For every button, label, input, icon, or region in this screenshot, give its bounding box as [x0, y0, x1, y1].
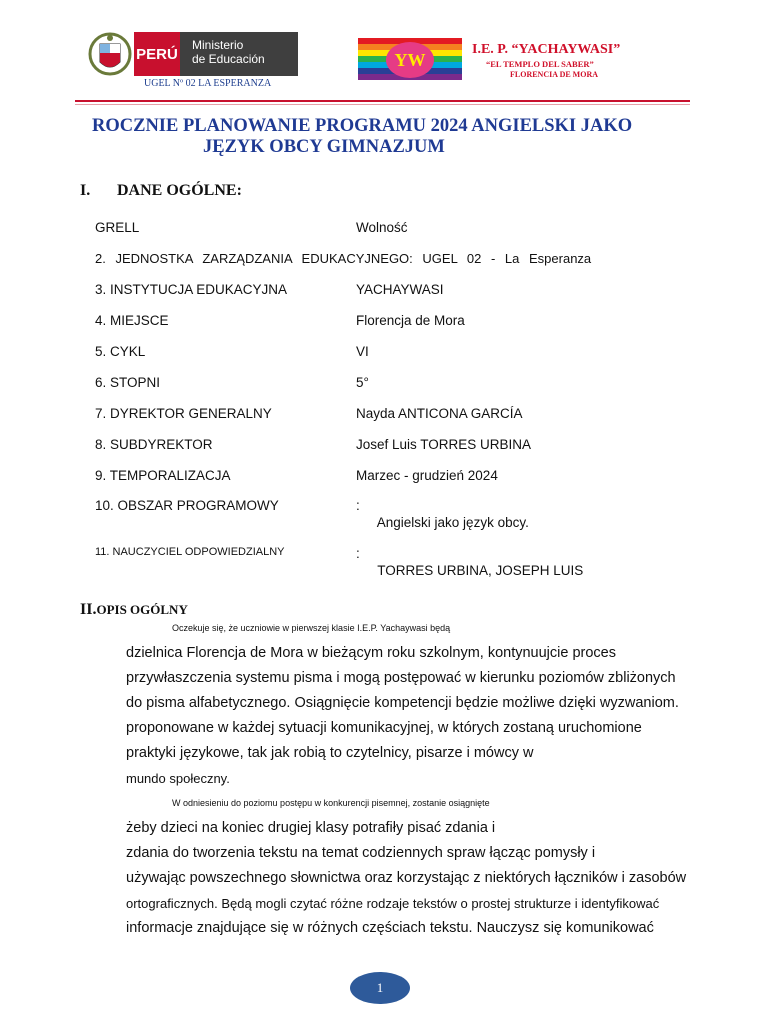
ministry-line2: de Educación [192, 52, 265, 66]
document-title-line2: JĘZYK OBCY GIMNAZJUM [203, 137, 445, 157]
row-cycle-value: VI [356, 344, 369, 359]
ugel-label: UGEL Nº 02 LA ESPERANZA [144, 78, 272, 89]
row-teacher-label: 11. NAUCZYCIEL ODPOWIEDZIALNY [95, 546, 285, 558]
section1-heading: DANE OGÓLNE: [117, 182, 242, 199]
section2-paragraph [126, 616, 726, 941]
school-name: I.E. P. “YACHAYWASI” [472, 42, 621, 57]
row-timing-label: 9. TEMPORALIZACJA [95, 468, 231, 483]
para-line: do pisma alfabetycznego. Osiągnięcie kompetencji będzie możliwe dzięki wyzwaniom. [126, 695, 679, 711]
para-line: praktyki językowe, tak jak robią to czytelnicy, pisarze i mówcy w [126, 745, 534, 761]
row-place-value: Florencja de Mora [356, 313, 465, 328]
school-emblem: YW [386, 42, 434, 78]
para-line: proponowane w każdej sytuacji komunikacyjnej, w których zostaną uruchomione [126, 720, 642, 736]
para-line: żeby dzieci na koniec drugiej klasy potrafiły pisać zdania i [126, 820, 496, 836]
row-ugel-label: 2. JEDNOSTKA ZARZĄDZANIA EDUKACYJNEGO: UGEL 02 - La Esperanza [95, 251, 592, 266]
row-area-sub-text: Angielski jako język obcy. [376, 515, 529, 530]
section2-number: II. [80, 601, 97, 618]
header-divider [75, 100, 690, 102]
row-grell-value: Wolność [356, 220, 408, 235]
row-director-value: Nayda ANTICONA GARCÍA [356, 406, 523, 421]
document-title-line1: ROCZNIE PLANOWANIE PROGRAMU 2024 ANGIELSKI JAKO [92, 116, 633, 136]
para-line: używając powszechnego słownictwa oraz korzystając z niektórych łączników i zasobów [126, 870, 687, 886]
school-logo [358, 36, 688, 84]
row-area-label: 10. OBSZAR PROGRAMOWY [95, 498, 279, 513]
row-cycle-label: 5. CYKL [95, 344, 146, 359]
row-timing-value: Marzec - grudzień 2024 [356, 468, 498, 483]
row-grade-value: 5° [356, 375, 369, 390]
row-subdirector-label: 8. SUBDYREKTOR [95, 437, 213, 452]
para-line: mundo społeczny. [126, 771, 230, 786]
peru-label: PERÚ [134, 32, 180, 76]
para-line: Oczekuje się, że uczniowie w pierwszej klasie I.E.P. Yachaywasi będą [172, 623, 451, 633]
para-line: ortograficznych. Będą mogli czytać różne rodzaje tekstów o prostej strukturze i identyfikować [126, 896, 660, 911]
section2-heading: OPIS OGÓLNY [96, 602, 188, 617]
page-number: 1 [350, 972, 410, 1004]
row-area-sub [370, 515, 529, 530]
para-line: zdania do tworzenia tekstu na temat codziennych spraw łącząc pomysły i [126, 845, 596, 861]
row-area-colon: : [356, 498, 360, 513]
row-teacher-sub-text: TORRES URBINA, JOSEPH LUIS [377, 563, 584, 578]
row-grell-label: GRELL [95, 220, 140, 235]
row-place-label: 4. MIEJSCE [95, 313, 169, 328]
header-divider-shadow [75, 104, 690, 105]
row-teacher-colon: : [356, 546, 360, 561]
peru-coat-of-arms-icon [88, 32, 132, 84]
row-institution-value: YACHAYWASI [356, 282, 444, 297]
row-subdirector-value: Josef Luis TORRES URBINA [356, 437, 532, 452]
school-place: FLORENCIA DE MORA [510, 70, 599, 79]
para-line: dzielnica Florencja de Mora w bieżącym roku szkolnym, kontynuujcie proces [126, 645, 616, 661]
para-line: W odniesieniu do poziomu postępu w konkurencji pisemnej, zostanie osiągnięte [172, 798, 490, 808]
row-director-label: 7. DYREKTOR GENERALNY [95, 406, 272, 421]
ministry-logo [88, 32, 298, 94]
section1-number: I. [80, 182, 91, 199]
row-teacher-sub [370, 563, 583, 578]
ministry-name [180, 32, 298, 76]
ministry-line1: Ministerio [192, 38, 244, 52]
para-line: przywłaszczenia systemu pisma i mogą postępować w kierunku poziomów zbliżonych [126, 670, 676, 686]
row-institution-label: 3. INSTYTUCJA EDUKACYJNA [95, 282, 288, 297]
para-line: informacje znajdujące się w różnych częściach tekstu. Nauczysz się komunikować [126, 920, 654, 936]
row-grade-label: 6. STOPNI [95, 375, 161, 390]
school-motto: “EL TEMPLO DEL SABER” [486, 59, 594, 69]
